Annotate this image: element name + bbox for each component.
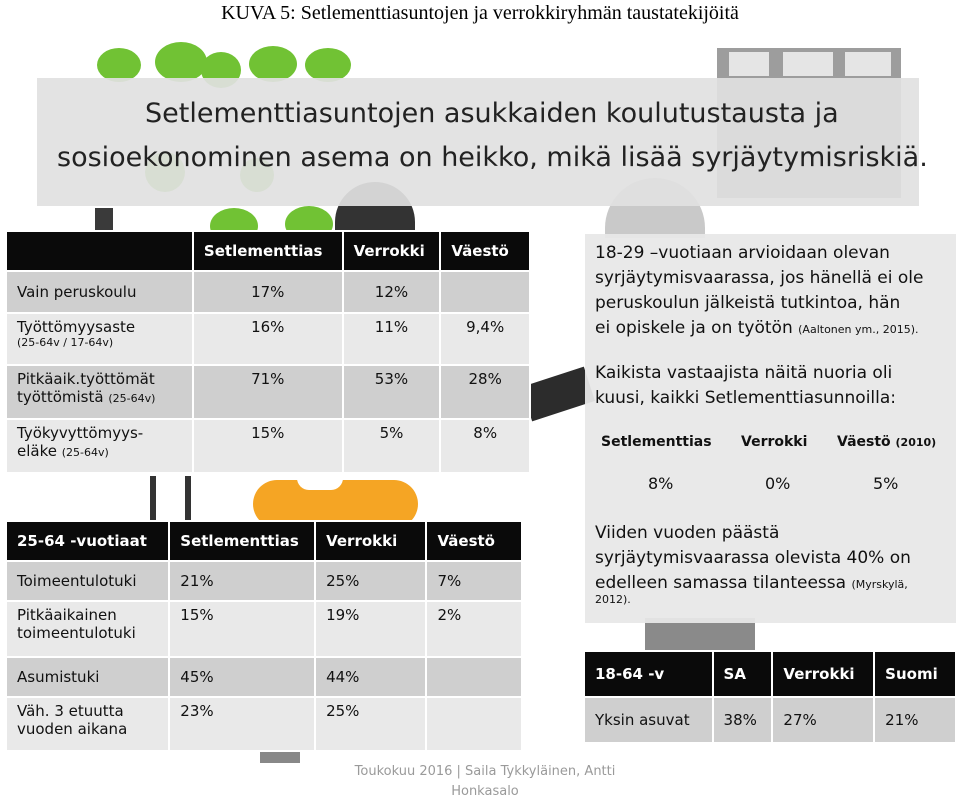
info-source: (Aaltonen ym., 2015). <box>798 323 919 336</box>
table-header-cell: Verrokki <box>772 651 874 697</box>
stats-header: Verrokki <box>741 434 808 450</box>
row-label-cell <box>6 313 193 365</box>
table-cell: 27% <box>772 697 874 743</box>
info-text-line: 18-29 –vuotiaan arvioidaan olevan <box>595 243 890 263</box>
table-cell: 19% <box>315 601 426 657</box>
row-note: (25-64v / 17-64v) <box>17 336 114 349</box>
table-header-cell: 25-64 -vuotiaat <box>6 521 169 561</box>
table-header-row <box>584 651 956 697</box>
table-cell: 25% <box>315 561 426 601</box>
stats-year: (2010) <box>895 436 937 449</box>
row-label: Työttömyysaste <box>17 318 136 336</box>
slide-headline <box>37 78 928 206</box>
table-cell: 8% <box>440 419 530 473</box>
info-text-line: Viiden vuoden päästä <box>595 523 780 543</box>
info-source: (Myrskylä, <box>851 578 908 591</box>
table-header-cell: SA <box>713 651 773 697</box>
table-cell <box>426 697 522 751</box>
stats-header: Setlementtias <box>601 434 712 450</box>
info-text-line: peruskoulun jälkeistä tutkintoa, hän <box>595 293 901 313</box>
table-cell: 53% <box>343 365 441 419</box>
table-row <box>6 313 530 365</box>
info-text-line: syrjäytymisvaarassa, jos hänellä ei ole <box>595 268 924 288</box>
table-cell: 21% <box>169 561 315 601</box>
stats-value: 5% <box>873 474 899 493</box>
row-label: Toimeentulotuki <box>6 561 169 601</box>
table-cell: 45% <box>169 657 315 697</box>
row-label: Pitkäaikainen toimeentulotuki <box>6 601 169 657</box>
info-text: ei opiskele ja on työtön <box>595 318 793 338</box>
table-cell: 15% <box>169 601 315 657</box>
table-header-cell: Setlementtias <box>193 231 343 271</box>
table-cell: 71% <box>193 365 343 419</box>
row-label: Yksin asuvat <box>584 697 713 743</box>
table-cell: 5% <box>343 419 441 473</box>
row-label: Pitkäaik.työttömät työttömistä <box>17 370 155 406</box>
table-header-cell: Suomi <box>874 651 956 697</box>
stats-header: Väestö <box>837 434 891 450</box>
table-row <box>6 365 530 419</box>
table-cell: 7% <box>426 561 522 601</box>
table-cell: 21% <box>874 697 956 743</box>
table-cell <box>426 657 522 697</box>
table-row <box>6 657 522 697</box>
table-cell: 12% <box>343 271 441 313</box>
table-header-cell: Verrokki <box>343 231 441 271</box>
table-row <box>6 561 522 601</box>
row-label-cell <box>6 365 193 419</box>
benefits-table <box>5 520 523 752</box>
table-header-cell: Setlementtias <box>169 521 315 561</box>
table-cell: 23% <box>169 697 315 751</box>
table-cell <box>440 271 530 313</box>
table-row <box>6 601 522 657</box>
marginalization-info-panel <box>585 234 956 623</box>
table-cell: 2% <box>426 601 522 657</box>
row-label: Työkyvyttömyys-eläke <box>17 424 144 460</box>
table-row <box>584 697 956 743</box>
info-text-line <box>595 570 908 598</box>
table-header-row <box>6 231 530 271</box>
table-cell: 44% <box>315 657 426 697</box>
table-header-cell: Väestö <box>426 521 522 561</box>
info-source: 2012). <box>595 593 631 606</box>
table-row <box>6 697 522 751</box>
info-text-line: syrjäytymisvaarassa olevista 40% on <box>595 548 911 568</box>
slide <box>5 48 957 799</box>
info-text: edelleen samassa tilanteessa <box>595 573 847 593</box>
table-header-cell: 18-64 -v <box>584 651 713 697</box>
table-header-cell <box>6 231 193 271</box>
footer-line-2: Honkasalo <box>451 784 519 799</box>
table-cell: 28% <box>440 365 530 419</box>
stats-value: 0% <box>765 474 791 493</box>
table-header-row <box>6 521 522 561</box>
table-cell: 38% <box>713 697 773 743</box>
living-alone-table <box>583 650 957 744</box>
table-cell: 16% <box>193 313 343 365</box>
info-text-line: Kaikista vastaajista näitä nuoria oli <box>595 363 893 383</box>
table-header-cell: Verrokki <box>315 521 426 561</box>
table-cell: 9,4% <box>440 313 530 365</box>
row-label: Vain peruskoulu <box>6 271 193 313</box>
table-row <box>6 419 530 473</box>
footer-line-1: Toukokuu 2016 | Saila Tykkyläinen, Antti <box>354 764 616 779</box>
row-label: Asumistuki <box>6 657 169 697</box>
stats-header-with-year <box>837 434 936 450</box>
slide-footer <box>335 762 635 802</box>
headline-line-1: Setlementtiasuntojen asukkaiden koulutustausta ja <box>145 98 839 129</box>
row-note: (25-64v) <box>61 446 109 459</box>
figure-caption: KUVA 5: Setlementtiasuntojen ja verrokkiryhmän taustatekijöitä <box>221 2 739 24</box>
row-label-cell <box>6 419 193 473</box>
row-label: Väh. 3 etuutta vuoden aikana <box>6 697 169 751</box>
stats-value: 8% <box>648 474 674 493</box>
table-cell: 25% <box>315 697 426 751</box>
headline-line-2: sosioekonominen asema on heikko, mikä lisää syrjäytymisriskiä. <box>57 142 928 173</box>
row-note: (25-64v) <box>108 392 156 405</box>
info-text-line <box>595 315 919 343</box>
table-row <box>6 271 530 313</box>
table-cell: 11% <box>343 313 441 365</box>
education-status-table <box>5 230 531 474</box>
table-cell: 17% <box>193 271 343 313</box>
table-header-cell: Väestö <box>440 231 530 271</box>
table-cell: 15% <box>193 419 343 473</box>
info-text-line: kuusi, kaikki Setlementtiasunnoilla: <box>595 388 897 408</box>
